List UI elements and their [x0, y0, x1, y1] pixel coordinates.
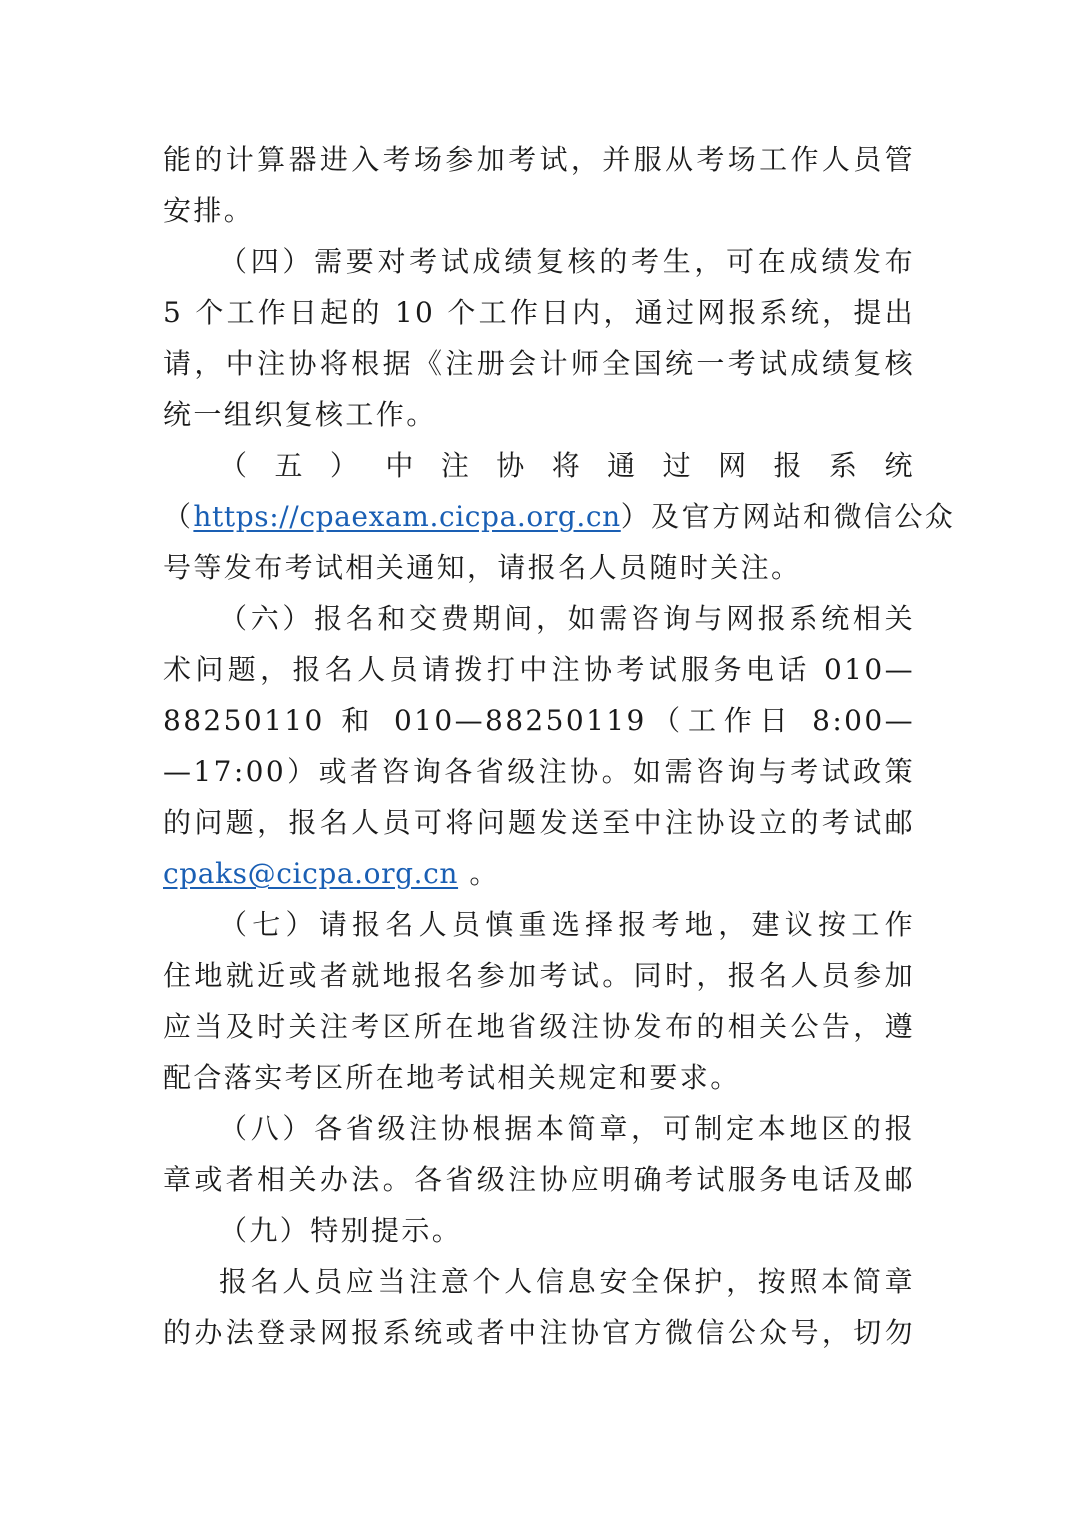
- paragraph-line: 请，中注协将根据《注册会计师全国统一考试成绩复核: [163, 347, 915, 380]
- paragraph-line: 的问题，报名人员可将问题发送至中注协设立的考试邮: [163, 806, 915, 839]
- spread-char: （: [219, 449, 250, 482]
- spread-char: 五: [274, 449, 305, 482]
- spread-char: 系: [828, 449, 860, 482]
- spread-char: 协: [496, 449, 527, 482]
- paragraph-line: 住地就近或者就地报名参加考试。同时，报名人员参加: [163, 959, 915, 992]
- paragraph-line: 5 个工作日起的 10 个工作日内，通过网报系统，提出: [163, 296, 915, 329]
- paragraph-text: ）及官方网站和微信公众: [620, 500, 956, 533]
- paren-open: （: [163, 500, 194, 533]
- paragraph-line: （八）各省级注协根据本简章，可制定本地区的报: [219, 1112, 915, 1145]
- spread-char: ）: [329, 449, 361, 482]
- paragraph-line: 安排。: [163, 194, 255, 227]
- paragraph-line: 应当及时关注考区所在地省级注协发布的相关公告，遵: [163, 1010, 915, 1043]
- exam-website-link[interactable]: https://cpaexam.cicpa.org.cn: [193, 500, 621, 533]
- paragraph-line: [163, 848, 915, 899]
- spread-char: 报: [773, 449, 804, 482]
- spread-char: 注: [440, 449, 472, 482]
- paragraph-line: 术问题，报名人员请拨打中注协考试服务电话 010—: [163, 653, 915, 686]
- paragraph-line: 配合落实考区所在地考试相关规定和要求。: [163, 1061, 741, 1094]
- paragraph-line: [163, 491, 956, 542]
- exam-email-link[interactable]: cpaks@cicpa.org.cn: [163, 857, 459, 890]
- spread-char: 通: [607, 449, 638, 482]
- paragraph-line-spread: [163, 440, 915, 491]
- paragraph-line: （四）需要对考试成绩复核的考生，可在成绩发布: [219, 245, 915, 278]
- paragraph-text: 。: [458, 857, 500, 890]
- paragraph-line: 88250110 和 010—88250119（工作日 8:00—: [163, 704, 915, 737]
- paragraph-line: 统一组织复核工作。: [163, 398, 437, 431]
- spread-char: 统: [884, 449, 915, 482]
- spread-char: 过: [662, 449, 694, 482]
- paragraph-line: （七）请报名人员慎重选择报考地，建议按工作: [219, 908, 915, 941]
- paragraph-line: 号等发布考试相关通知，请报名人员随时关注。: [163, 551, 802, 584]
- paragraph-line: （六）报名和交费期间，如需咨询与网报系统相关: [219, 602, 915, 635]
- spread-char: 将: [551, 449, 583, 482]
- paragraph-line: 的办法登录网报系统或者中注协官方微信公众号，切勿: [163, 1316, 915, 1349]
- spread-char: 网: [718, 449, 749, 482]
- paragraph-line: —17:00）或者咨询各省级注协。如需咨询与考试政策: [163, 755, 915, 788]
- spread-char: 中: [385, 449, 416, 482]
- document-page: [163, 134, 956, 1358]
- paragraph-line: （九）特别提示。: [219, 1214, 463, 1247]
- paragraph-line: 章或者相关办法。各省级注协应明确考试服务电话及邮: [163, 1163, 915, 1196]
- paragraph-line: 报名人员应当注意个人信息安全保护，按照本简章: [219, 1265, 915, 1298]
- paragraph-line: 能的计算器进入考场参加考试，并服从考场工作人员管: [163, 143, 915, 176]
